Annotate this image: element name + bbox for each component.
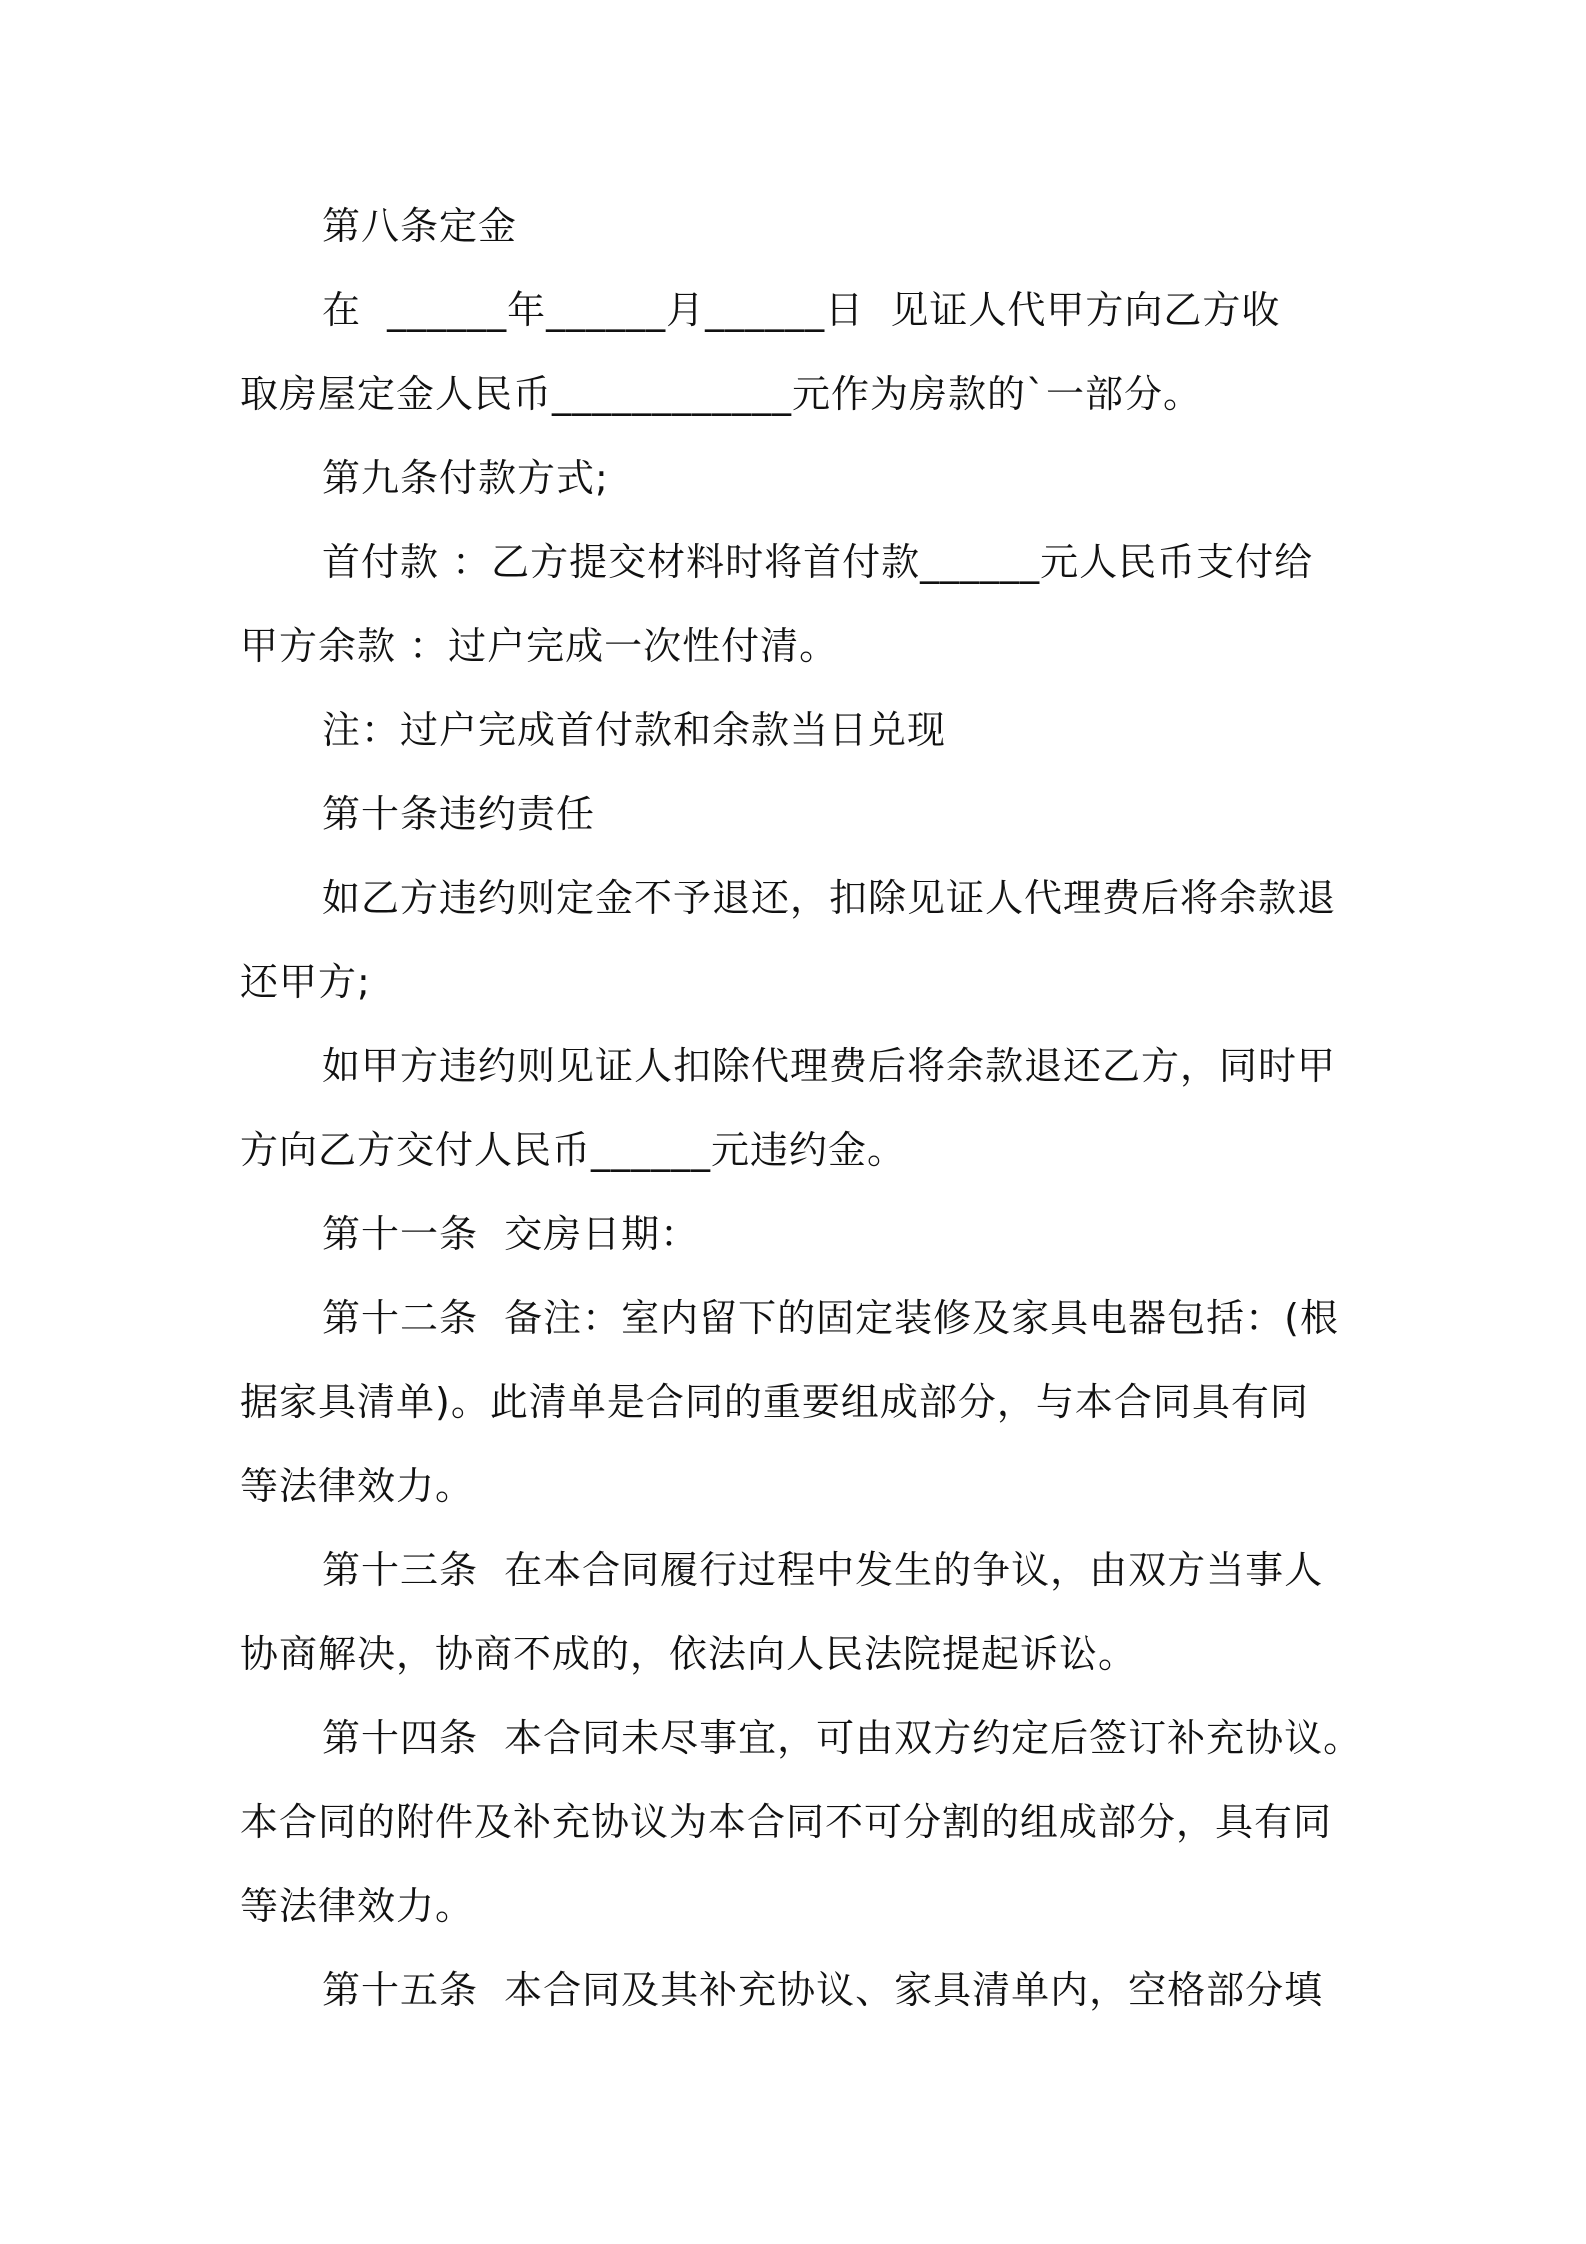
paragraph-line: 本合同的附件及补充协议为本合同不可分割的组成部分，具有同 [240,1800,1333,1844]
article-10-heading: 第十条违约责任 [322,792,596,836]
paragraph-line: 甲方余款 ：过户完成一次性付清。 [240,624,839,668]
paragraph-line: 还甲方; [240,960,371,1004]
paragraph-line: 方向乙方交付人民币______元违约金。 [240,1128,907,1172]
paragraph-line: 等法律效力。 [240,1464,475,1508]
paragraph-line: 如甲方违约则见证人扣除代理费后将余款退还乙方，同时甲 [322,1044,1337,1088]
note-line: 注：过户完成首付款和余款当日兑现 [322,708,947,752]
article-8-heading: 第八条定金 [322,204,518,248]
article-12-line: 第十二条 备注：室内留下的固定装修及家具电器包括：(根 [322,1296,1339,1340]
paragraph-line: 如乙方违约则定金不予退还，扣除见证人代理费后将余款退 [322,876,1337,920]
article-15-line: 第十五条 本合同及其补充协议、家具清单内，空格部分填 [322,1968,1324,2012]
paragraph-line: 首付款 ：乙方提交材料时将首付款______元人民币支付给 [322,540,1314,584]
paragraph-line: 取房屋定金人民币____________元作为房款的`一部分。 [240,372,1203,416]
paragraph-line: 协商解决，协商不成的，依法向人民法院提起诉讼。 [240,1632,1138,1676]
article-11-line: 第十一条 交房日期： [322,1212,700,1256]
article-9-heading: 第九条付款方式; [322,456,609,500]
paragraph-line: 在 ______年______月______日 见证人代甲方向乙方收 [322,288,1281,332]
paragraph-line: 等法律效力。 [240,1884,475,1928]
article-14-line: 第十四条 本合同未尽事宜，可由双方约定后签订补充协议。 [322,1716,1363,1760]
article-13-line: 第十三条 在本合同履行过程中发生的争议，由双方当事人 [322,1548,1324,1592]
paragraph-line: 据家具清单)。此清单是合同的重要组成部分，与本合同具有同 [240,1380,1309,1424]
